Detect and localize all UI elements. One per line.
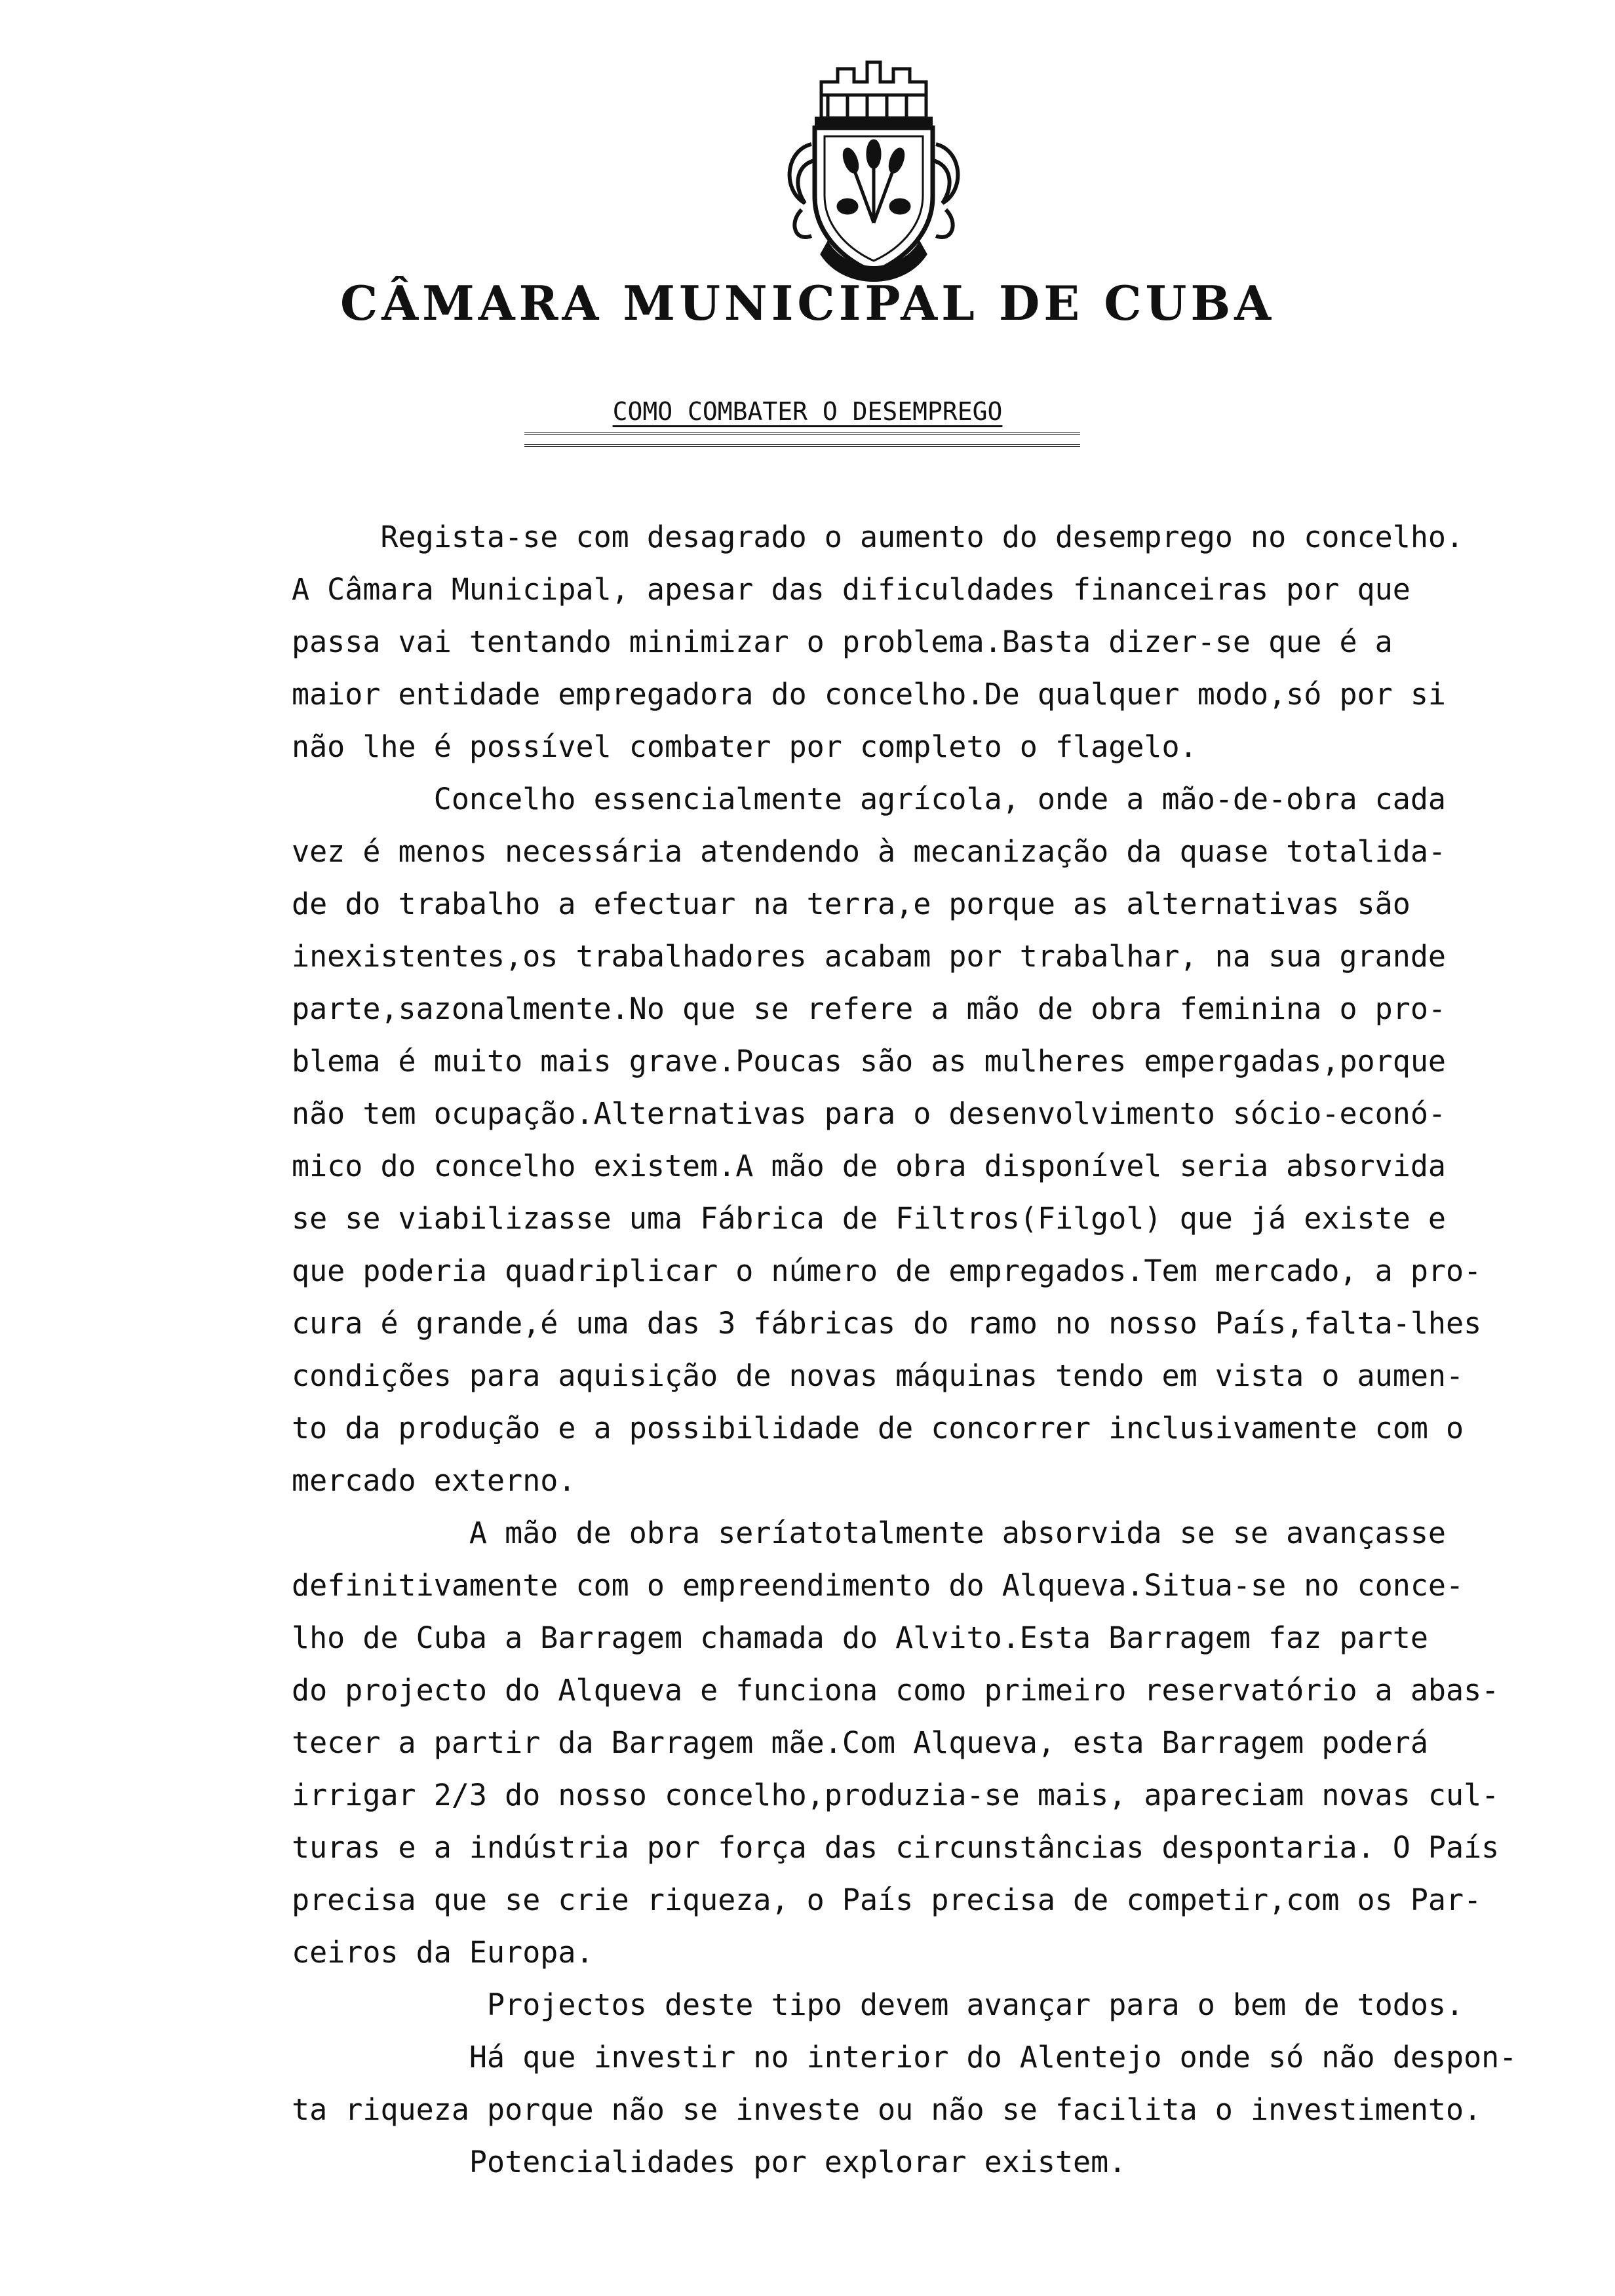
body-line: ta riqueza porque não se investe ou não se facilita o investimento. xyxy=(292,2092,1482,2127)
body-line: maior entidade empregadora do concelho.De qualquer modo,só por si xyxy=(292,677,1446,712)
body-line: Regista-se com desagrado o aumento do desemprego no concelho. xyxy=(292,520,1464,554)
body-line: cura é grande,é uma das 3 fábricas do ramo no nosso País,falta-lhes xyxy=(292,1306,1482,1341)
body-line: passa vai tentando minimizar o problema.Basta dizer-se que é a xyxy=(292,624,1393,659)
heading-double-rule xyxy=(524,432,1080,447)
body-line: mercado externo. xyxy=(292,1463,576,1498)
body-line: Há que investir no interior do Alentejo onde só não despon- xyxy=(292,2040,1517,2075)
body-line: Potencialidades por explorar existem. xyxy=(292,2145,1127,2179)
body-line: parte,sazonalmente.No que se refere a mão de obra feminina o pro- xyxy=(292,991,1446,1026)
body-line: do projecto do Alqueva e funciona como primeiro reservatório a abas- xyxy=(292,1673,1500,1708)
municipality-title: CÂMARA MUNICIPAL DE CUBA xyxy=(340,275,1275,331)
body-line: Projectos deste tipo devem avançar para o bem de todos. xyxy=(292,1987,1464,2022)
document-heading xyxy=(0,397,1615,426)
body-line: lho de Cuba a Barragem chamada do Alvito.Esta Barragem faz parte xyxy=(292,1620,1428,1655)
body-line: vez é menos necessária atendendo à mecanização da quase totalida- xyxy=(292,834,1446,869)
body-line: turas e a indústria por força das circunstâncias despontaria. O País xyxy=(292,1830,1500,1865)
body-line: tecer a partir da Barragem mãe.Com Alqueva, esta Barragem poderá xyxy=(292,1725,1428,1760)
body-line: blema é muito mais grave.Poucas são as mulheres empergadas,porque xyxy=(292,1044,1446,1079)
municipal-crest-icon xyxy=(775,46,972,282)
body-line: inexistentes,os trabalhadores acabam por trabalhar, na sua grande xyxy=(292,939,1446,974)
body-line: se se viabilizasse uma Fábrica de Filtros(Filgol) que já existe e xyxy=(292,1201,1446,1236)
body-line: não lhe é possível combater por completo o flagelo. xyxy=(292,729,1197,764)
body-line: mico do concelho existem.A mão de obra disponível seria absorvida xyxy=(292,1149,1446,1183)
body-line: condições para aquisição de novas máquinas tendo em vista o aumen- xyxy=(292,1358,1464,1393)
body-line: Concelho essencialmente agrícola, onde a mão-de-obra cada xyxy=(292,782,1446,816)
body-line: que poderia quadriplicar o número de empregados.Tem mercado, a pro- xyxy=(292,1253,1482,1288)
body-line: de do trabalho a efectuar na terra,e porque as alternativas são xyxy=(292,887,1411,921)
document-body xyxy=(292,511,1596,2189)
body-line: A Câmara Municipal, apesar das dificuldades financeiras por que xyxy=(292,572,1411,607)
body-line: ceiros da Europa. xyxy=(292,1935,594,1970)
heading-text: COMO COMBATER O DESEMPREGO xyxy=(612,397,1003,426)
body-line: A mão de obra seríatotalmente absorvida se se avançasse xyxy=(292,1516,1446,1550)
body-line: não tem ocupação.Alternativas para o desenvolvimento sócio-econó- xyxy=(292,1096,1446,1131)
body-line: irrigar 2/3 do nosso concelho,produzia-se mais, apareciam novas cul- xyxy=(292,1778,1500,1812)
body-line: to da produção e a possibilidade de concorrer inclusivamente com o xyxy=(292,1411,1464,1445)
body-line: precisa que se crie riqueza, o País precisa de competir,com os Par- xyxy=(292,1883,1482,1917)
body-line: definitivamente com o empreendimento do Alqueva.Situa-se no conce- xyxy=(292,1568,1464,1603)
